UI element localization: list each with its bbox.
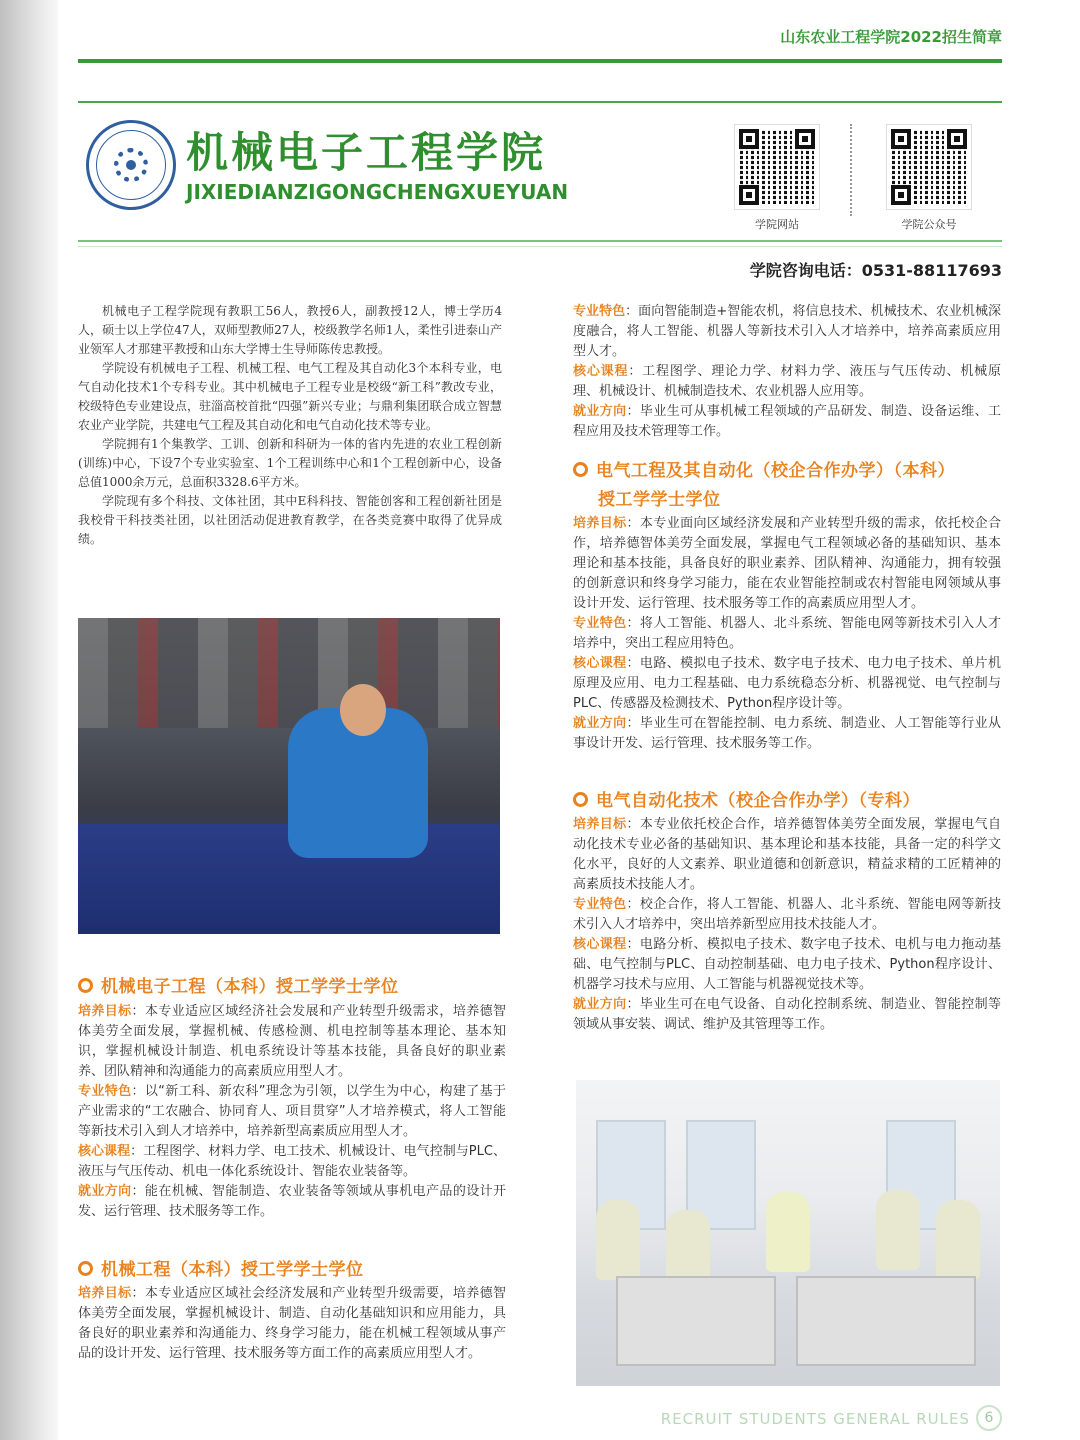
contact-phone: 学院咨询电话：0531-88117693 xyxy=(749,261,1002,280)
website-qr-caption: 学院网站 xyxy=(755,218,799,231)
qr-divider xyxy=(850,124,852,216)
section-heading-electrical-degree: 授工学学士学位 xyxy=(598,490,721,510)
section-body-mechanical-goal: 培养目标：本专业适应区域社会经济发展和产业转型升级需要，培养德智体美劳全面发展，掌握机械设计、制造、自动化基础知识和应用能力，具备良好的职业素养和沟通能力、终身学习能力，能在机械工程领域从事产品的设计开发、运行管理、技术服务等方面工作的高素质应用型人才。 xyxy=(78,1286,506,1361)
section-heading-electrical-automation: 电气自动化技术（校企合作办学）（专科） xyxy=(573,786,920,811)
page-fold-shadow xyxy=(0,0,58,1440)
website-qr-code[interactable] xyxy=(734,124,820,210)
page-title: 机械电子工程学院 xyxy=(186,128,547,177)
intro-text xyxy=(78,302,502,549)
circle-bullet-icon xyxy=(573,462,588,477)
school-logo xyxy=(86,120,176,210)
section-heading-electrical: 电气工程及其自动化（校企合作办学）（本科） xyxy=(573,456,955,481)
brochure-header: 山东农业工程学院2022招生简章 xyxy=(780,28,1002,46)
section-body-mechanical-cont: 专业特色：面向智能制造+智能农机，将信息技术、机械技术、农业机械深度融合，将人工智能、机器人等新技术引入人才培养中，培养高素质应用型人才。 核心课程：工程图学、理论力学、材料力学、液压与气压传动、机械原理、机械设计、机械制造技术、农业机器人应用等。 就业方向：毕业生可从事机械工程领域的产品研发、制造、设备运维、工程应用及技术管理等工作。 xyxy=(573,304,1001,439)
intro-paragraph: 学院现有多个科技、文体社团，其中E科科技、智能创客和工程创新社团是我校骨干科技类社团，以社团活动促进教育教学，在各类竞赛中取得了优异成绩。 xyxy=(78,494,502,546)
wechat-qr-caption: 学院公众号 xyxy=(901,218,957,231)
circle-bullet-icon xyxy=(573,792,588,807)
title-rule xyxy=(78,240,1002,242)
page-subtitle: JIXIEDIANZIGONGCHENGXUEYUAN xyxy=(186,180,569,204)
section-body-mechatronics: 培养目标：本专业适应区域经济社会发展和产业转型升级需求，培养德智体美劳全面发展，掌握机械、传感检测、机电控制等基本理论、基本知识，掌握机械设计制造、机电系统设计等基本技能，具备良好的职业素养、团队精神和沟通能力的高素质应用型人才。 专业特色：以“新工科、新农科”理念为引领，以学生为中心，构建了基于产业需求的“工农融合、协同育人、项目贯穿”人才培养模式，将人工智能等新技术引入到人才培养中，培养新型高素质应用型人才。 核心课程：工程图学、材料力学、电工技术、机械设计、电气控制与PLC、液压与气压传动、机电一体化系统设计、智能农业装备等。 就业方向：能在机械、智能制造、农业装备等领域从事机电产品的设计开发、运行管理、技术服务等工作。 xyxy=(78,1004,506,1219)
section-body-electrical: 培养目标：本专业面向区域经济发展和产业转型升级的需求，依托校企合作，培养德智体美劳全面发展，掌握电气工程领域必备的基础知识、基本理论和基本技能，具备良好的职业素养、团队精神、沟通能力，拥有较强的创新意识和终身学习能力，能在农业智能控制或农村智能电网领域从事设计开发、运行管理、技术服务等工作的高素质应用型人才。 专业特色：将人工智能、机器人、北斗系统、智能电网等新技术引入人才培养中，突出工程应用特色。 核心课程：电路、模拟电子技术、数字电子技术、电力电子技术、单片机原理及应用、电力工程基础、电力系统稳态分析、机器视觉、电气控制与PLC、传感器及检测技术、Python程序设计等。 就业方向：毕业生可在智能控制、电力系统、制造业、人工智能等行业从事设计开发、运行管理、技术服务等工作。 xyxy=(573,516,1001,751)
page-number: 6 xyxy=(976,1405,1002,1431)
circle-bullet-icon xyxy=(78,978,93,993)
wechat-qr-code[interactable] xyxy=(886,124,972,210)
section-heading-mechatronics: 机械电子工程（本科）授工学学士学位 xyxy=(78,972,399,997)
footer-text: RECRUIT STUDENTS GENERAL RULES xyxy=(660,1410,970,1428)
lab-training-photo xyxy=(576,1080,1000,1386)
section-body-electrical-automation: 培养目标：本专业依托校企合作，培养德智体美劳全面发展，掌握电气自动化技术专业必备的基础知识、基本理论和基本技能，具备一定的科学文化水平，良好的人文素养、职业道德和创新意识，精益求精的工匠精神的高素质技术技能人才。 专业特色：校企合作，将人工智能、机器人、北斗系统、智能电网等新技术引入人才培养中，突出培养新型应用技术技能人才。 核心课程：电路分析、模拟电子技术、数字电子技术、电机与电力拖动基础、电气控制与PLC、自动控制基础、电力电子技术、Python程序设计、机器学习技术与应用、人工智能与机器视觉技术等。 就业方向：毕业生可在电气设备、自动化控制系统、制造业、智能控制等领域从事安装、调试、维护及其管理等工作。 xyxy=(573,817,1001,1032)
circle-bullet-icon xyxy=(78,1261,93,1276)
intro-paragraph: 学院设有机械电子工程、机械工程、电气工程及其自动化3个本科专业，电气自动化技术1个专科专业。其中机械电子工程专业是校级“新工科”教改专业，校级特色专业建设点，驻淄高校首批“四强”新兴专业；与鼎利集团联合成立智慧农业产业学院，共建电气工程及其自动化和电气自动化技术等专业。 xyxy=(78,361,502,432)
intro-paragraph: 机械电子工程学院现有教职工56人，教授6人，副教授12人，博士学历4人，硕士以上学位47人，双师型教师27人，校级教学名师1人，柔性引进泰山产业领军人才那建平教授和山东大学博士生导师陈传忠教授。 xyxy=(78,304,502,356)
student-competition-photo xyxy=(78,618,500,934)
section-heading-mechanical: 机械工程（本科）授工学学士学位 xyxy=(78,1255,364,1280)
intro-paragraph: 学院拥有1个集教学、工训、创新和科研为一体的省内先进的农业工程创新(训练)中心，下设7个专业实验室、1个工程训练中心和1个工程创新中心，设备总值1000余万元，总面积3328.6平方米。 xyxy=(78,437,502,489)
gear-icon xyxy=(114,148,148,182)
header-rule xyxy=(78,59,1002,63)
header-rule-thin xyxy=(78,101,1002,103)
